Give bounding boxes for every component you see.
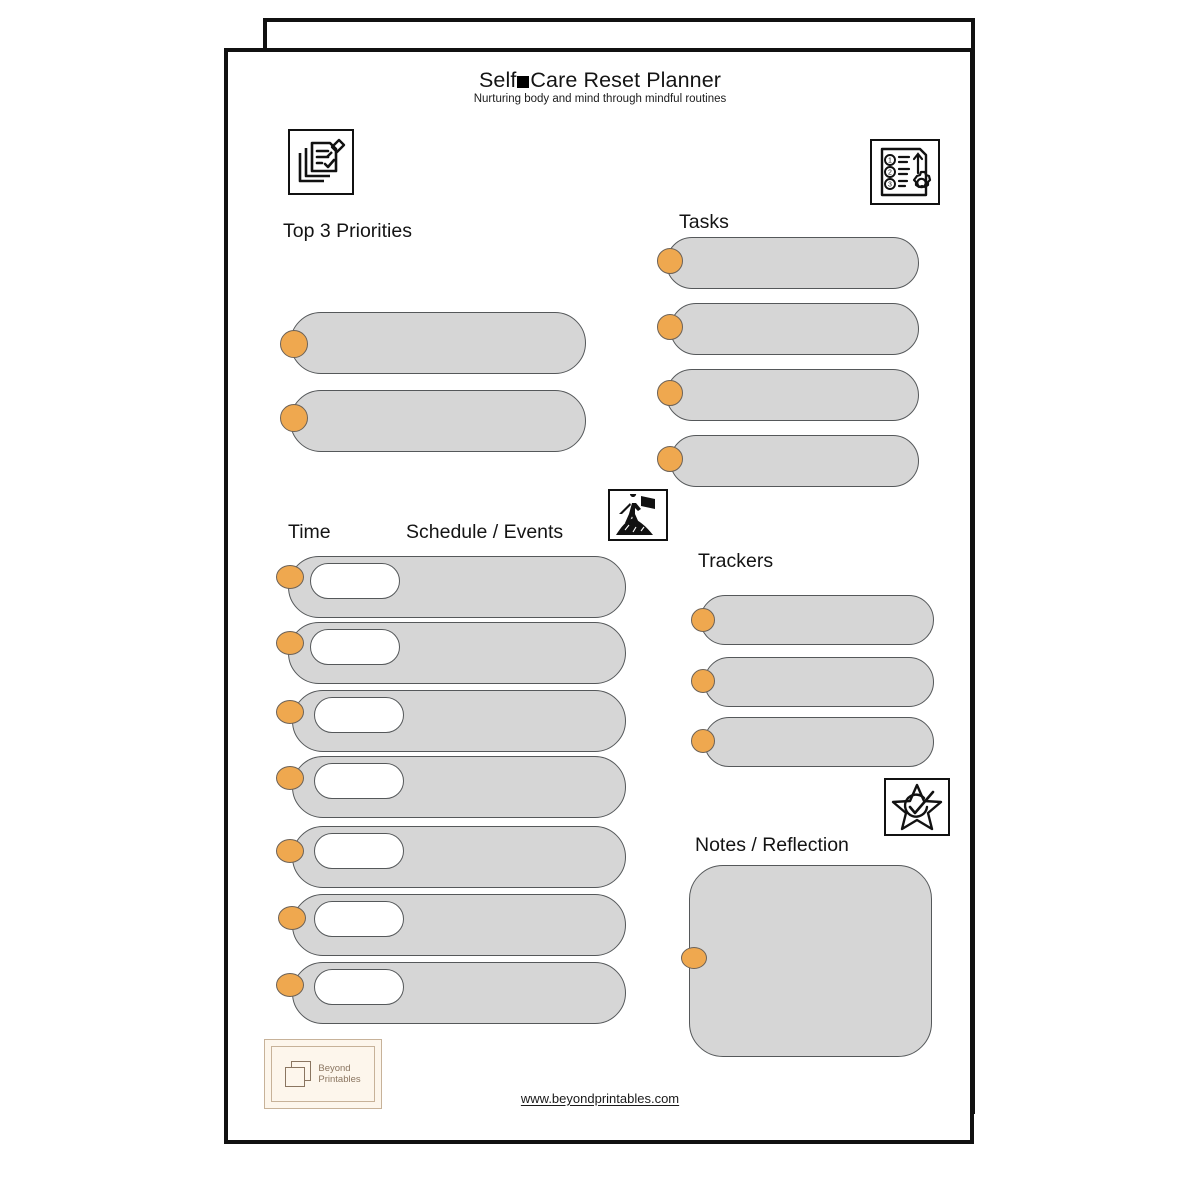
page-title-prefix: Self: [478, 68, 517, 92]
section-label-notes: Notes / Reflection: [695, 834, 849, 856]
task-field-2[interactable]: [670, 303, 919, 355]
schedule-bullet-7: [276, 973, 304, 997]
task-field-1[interactable]: [666, 237, 919, 289]
tracker-field-1[interactable]: [700, 595, 934, 645]
page-title-suffix: Care Reset Planner: [530, 68, 722, 92]
svg-text:1: 1: [888, 157, 892, 165]
task-bullet-4: [657, 446, 683, 472]
section-label-time: Time: [288, 521, 331, 543]
tracker-field-3[interactable]: [704, 717, 934, 767]
schedule-bullet-2: [276, 631, 304, 655]
section-label-priorities: Top 3 Priorities: [283, 220, 412, 242]
priority-field-2[interactable]: [290, 390, 586, 452]
priority-field-1[interactable]: [290, 312, 586, 374]
brand-logo-text: [318, 1063, 360, 1085]
svg-text:2: 2: [888, 169, 892, 177]
numbered-list-gear-arrow-icon: [870, 139, 940, 205]
schedule-time-field-6[interactable]: [314, 901, 404, 937]
schedule-time-field-3[interactable]: [314, 697, 404, 733]
tracker-bullet-2: [691, 669, 715, 693]
task-bullet-1: [657, 248, 683, 274]
schedule-bullet-6: [278, 906, 306, 930]
documents-checklist-pin-icon: [288, 129, 354, 195]
schedule-bullet-1: [276, 565, 304, 589]
page-title: [0, 68, 1200, 93]
star-checkmark-icon: [884, 778, 950, 836]
task-field-3[interactable]: [666, 369, 919, 421]
schedule-time-field-5[interactable]: [314, 833, 404, 869]
notes-field[interactable]: [689, 865, 932, 1057]
priority-bullet-2: [280, 404, 308, 432]
section-label-tasks: Tasks: [679, 211, 729, 233]
tracker-bullet-1: [691, 608, 715, 632]
task-field-4[interactable]: [670, 435, 919, 487]
schedule-bullet-3: [276, 700, 304, 724]
schedule-time-field-7[interactable]: [314, 969, 404, 1005]
task-bullet-3: [657, 380, 683, 406]
schedule-time-field-2[interactable]: [310, 629, 400, 665]
schedule-time-field-4[interactable]: [314, 763, 404, 799]
schedule-time-field-1[interactable]: [310, 563, 400, 599]
schedule-bullet-5: [276, 839, 304, 863]
page-subtitle: Nurturing body and mind through mindful routines: [473, 93, 727, 105]
footer-website-link[interactable]: www.beyondprintables.com: [520, 1091, 680, 1106]
notes-bullet: [681, 947, 707, 969]
missing-glyph-icon: [517, 76, 529, 88]
brand-logo-line2: Printables: [318, 1074, 361, 1085]
mountain-summit-flag-icon: [608, 489, 668, 541]
svg-text:3: 3: [888, 181, 892, 189]
task-bullet-2: [657, 314, 683, 340]
section-label-schedule: Schedule / Events: [406, 521, 564, 543]
tracker-field-2[interactable]: [704, 657, 934, 707]
section-label-trackers: Trackers: [698, 550, 774, 572]
overlapping-squares-icon: [285, 1061, 311, 1087]
priority-bullet-1: [280, 330, 308, 358]
tracker-bullet-3: [691, 729, 715, 753]
schedule-bullet-4: [276, 766, 304, 790]
brand-logo-line1: Beyond: [318, 1063, 351, 1074]
